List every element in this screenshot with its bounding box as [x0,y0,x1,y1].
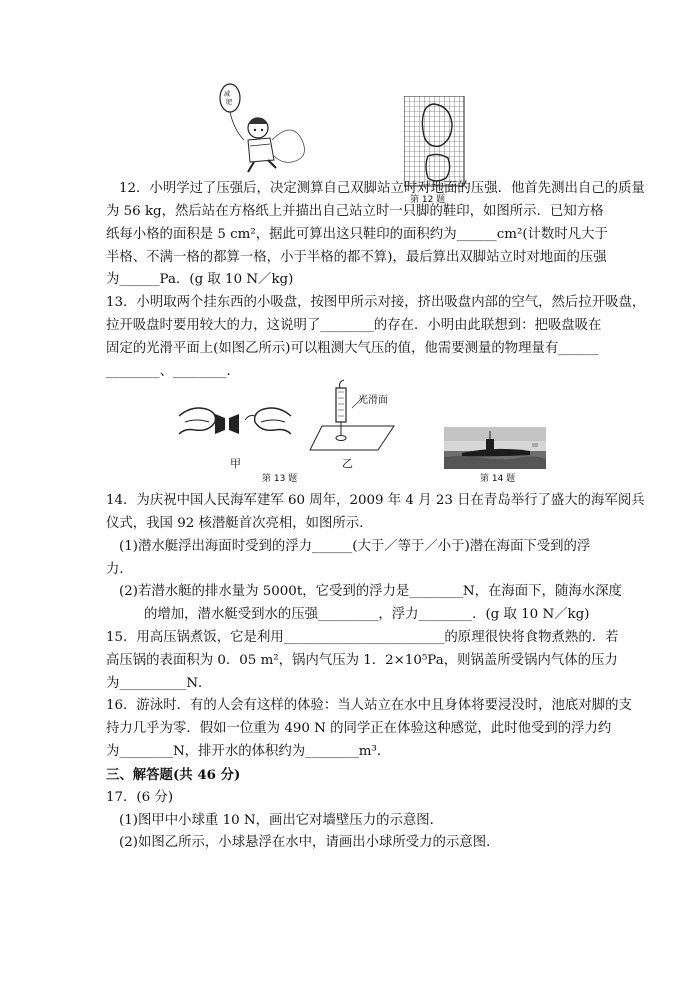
figure-14-caption: 第 14 题 [480,474,516,484]
figure-12-caption: 第 12 题 [410,195,446,205]
q13-line-3: 固定的光滑平面上(如图乙所示)可以粗测大气压的值，他需要测量的物理量有______ [106,341,599,356]
q12-line-5: 为______Pa．(g 取 10 N／kg) [106,272,294,287]
q15-line-3: 为__________N． [106,676,212,691]
figure-12-child-balloon [212,80,312,175]
section-3-heading: 三、解答题(共 46 分) [106,767,241,783]
q13-line-1: 13．小明取两个挂东西的小吸盘，按图甲所示对接，挤出吸盘内部的空气，然后拉开吸盘， [106,295,646,310]
q13-line-4: ________、________． [106,364,240,379]
q16-line-3: 为________N，排开水的体积约为________m³． [106,744,391,759]
figure-13-label-jia: 甲 [230,457,241,470]
q17-line-1: 17．(6 分) [106,790,174,805]
q14-line-1: 14．为庆祝中国人民海军建军 60 周年，2009 年 4 月 23 日在青岛举行了盛大的海军阅兵 [106,493,645,508]
q14-line-2: 仪式，我国 92 核潜艇首次亮相，如图所示． [106,516,373,531]
q15-line-2: 高压锅的表面积为 0．05 m²，锅内气压为 1．2×10⁵Pa，则锅盖所受锅内气体的压力 [106,653,618,668]
svg-text:减: 减 [224,91,231,98]
q16-line-2: 持力几乎为零．假如一位重为 490 N 的同学正在体验这种感觉，此时他受到的浮力约 [106,721,612,736]
q12-line-4: 半格、不满一格的都算一格，小于半格的都不算)，最后算出双脚站立时对地面的压强 [106,250,607,265]
figure-13-yi-smooth-surface [308,378,400,456]
q14-line-4: 力． [106,562,133,577]
q13-line-2: 拉开吸盘时要用较大的力，这说明了________的存在．小明由此联想到：把吸盘吸在 [106,318,602,333]
figure-12-grid-footprint [404,96,466,190]
figure-14-submarine-photo [444,427,546,469]
q14-line-6: 的增加，潜水艇受到水的压强_________，浮力________．(g 取 10 N／kg) [144,607,590,622]
q16-line-1: 16．游泳时．有的人会有这样的体验：当人站立在水中且身体将要浸没时，池底对脚的支 [106,698,632,713]
q17-line-3: (2)如图乙所示，小球悬浮在水中，请画出小球所受力的示意图． [119,835,500,850]
svg-text:肥: 肥 [226,99,233,106]
figure-13-label-smooth-surface: 光滑面 [358,395,388,406]
q12-line-2: 为 56 kg，然后站在方格纸上并描出自己站立时一只脚的鞋印，如图所示．已知方格 [106,204,604,219]
figure-13-caption: 第 13 题 [262,474,298,484]
q14-line-3: (1)潜水艇浮出海面时受到的浮力______(大于／等于／小于)潜在海面下受到的浮 [119,539,591,554]
figure-13-label-yi: 乙 [342,457,353,470]
q12-line-3: 纸每小格的面积是 5 cm²，据此可算出这只鞋印的面积约为______cm²(计数时凡大于 [106,227,608,242]
q17-line-2: (1)图甲中小球重 10 N，画出它对墙壁压力的示意图． [119,813,444,828]
q12-line-1: 12．小明学过了压强后，决定测算自己双脚站立时对地面的压强．他首先测出自己的质量 [119,181,645,196]
q15-line-1: 15．用高压锅煮饭，它是利用________________________的原理很快将食物煮熟的．若 [106,630,619,645]
q14-line-5: (2)若潜水艇的排水量为 5000t，它受到的浮力是________N，在海面下，随海水深度 [119,584,622,599]
figure-13-jia-suction-cups [175,396,295,450]
